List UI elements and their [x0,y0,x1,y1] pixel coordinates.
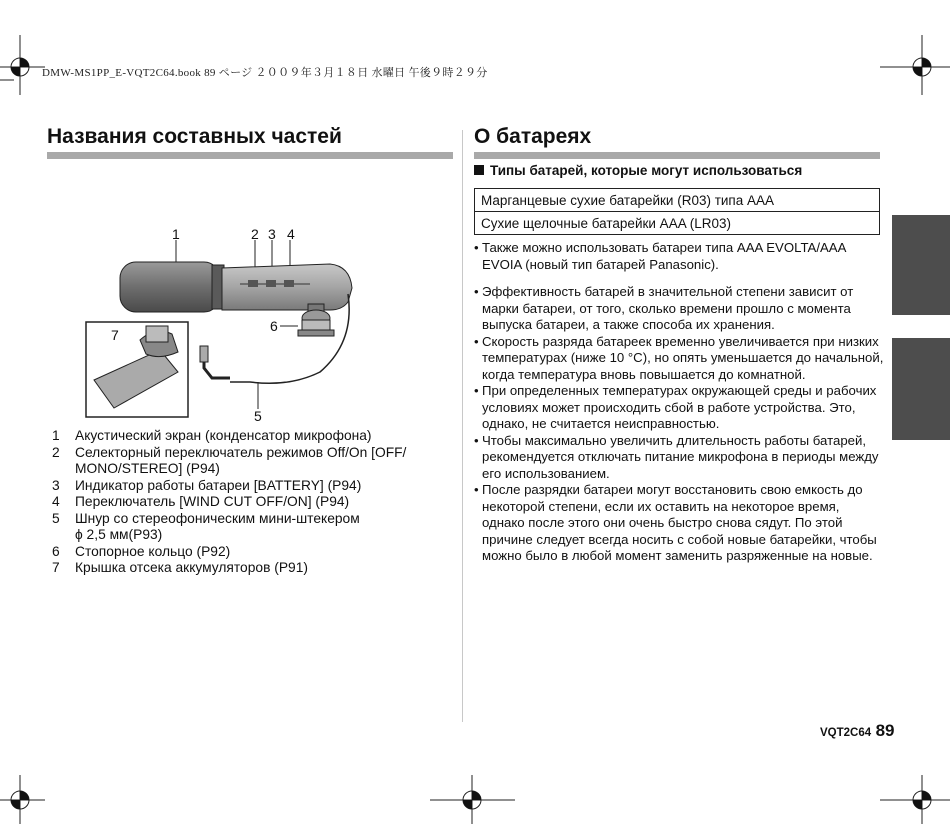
battery-note [474,240,884,273]
page-number: 89 [875,721,895,740]
note-item: • Также можно использовать батареи типа AAA EVOLTA/AAA EVOIA (новый тип батарей Panasonic). [474,240,884,273]
battery-subhead: Типы батарей, которые могут использоваться [474,163,802,178]
side-tab-upper [892,215,950,315]
list-item: • Чтобы максимально увеличить длительность работы батарей, рекомендуется отключать питание микрофона в периоды между его использованием. [474,433,884,483]
list-item: 5 Шнур со стереофоническим мини-штекером [52,510,360,526]
callout-6: 6 [270,318,278,334]
list-item: 1 Акустический экран (конденсатор микрофона) [52,428,372,443]
table-cell: Марганцевые сухие батарейки (R03) типа AAA [475,189,880,212]
list-item: 7 Крышка отсека аккумуляторов (P91) [52,560,308,575]
list-item: 4 Переключатель [WIND CUT OFF/ON] (P94) [52,494,350,509]
callout-4: 4 [287,226,295,242]
list-item: 3 Индикатор работы батареи [BATTERY] (P94) [52,477,362,493]
list-item: 6 Стопорное кольцо (P92) [52,543,231,559]
file-header: DMW-MS1PP_E-VQT2C64.book 89 ページ ２００９年３月１８日 水曜日 午後９時２９分 [42,67,488,79]
callout-7: 7 [111,327,119,343]
callout-2: 2 [251,226,259,242]
callout-3: 3 [268,226,276,242]
battery-title-rule [474,152,880,159]
square-bullet-icon [474,165,484,175]
battery-bullets [474,284,884,565]
table-row [475,212,880,235]
parts-list [52,428,452,577]
list-item: • После разрядки батареи могут восстановить свою емкость до некоторой степени, если их оставить на некоторое время, однако после этого они очень быстро снова сядут. По этой причине следует всегда носить с собой новые батарейки, чтобы можно было в любой момент заменить разряженные на новые. [474,482,884,565]
list-item: 2 Селекторный переключатель режимов Off/On [OFF/ MONO/STEREO] (P94) [52,444,407,476]
doc-code: VQT2C64 [820,727,872,739]
microphone-illustration [80,222,380,427]
list-item: • Эффективность батарей в значительной степени зависит от марки батареи, от того, сколько времени прошло с момента выпуска батареи, а также способа их хранения. [474,284,884,334]
page-footer [820,721,895,741]
battery-types-table [474,188,880,235]
callout-1: 1 [172,226,180,242]
table-row [475,189,880,212]
side-tab-lower [892,338,950,440]
list-item: ϕ 2,5 мм(P93) [75,527,163,542]
callout-5: 5 [254,408,262,424]
column-divider [462,130,463,722]
list-item: • При определенных температурах окружающей среды и рабочих условиях может происходить сбой в работе устройства. Это, однако, не считается неисправностью. [474,383,884,433]
battery-title: О батареях [474,125,592,148]
list-item: • Скорость разряда батареек временно увеличивается при низких температурах (ниже 10 °C), но опять уменьшается до начальной, когда температура вновь повышается до комнатной. [474,334,884,384]
table-cell: Сухие щелочные батарейки AAA (LR03) [475,212,880,235]
parts-title-rule [47,152,453,159]
parts-title: Названия составных частей [47,125,342,148]
